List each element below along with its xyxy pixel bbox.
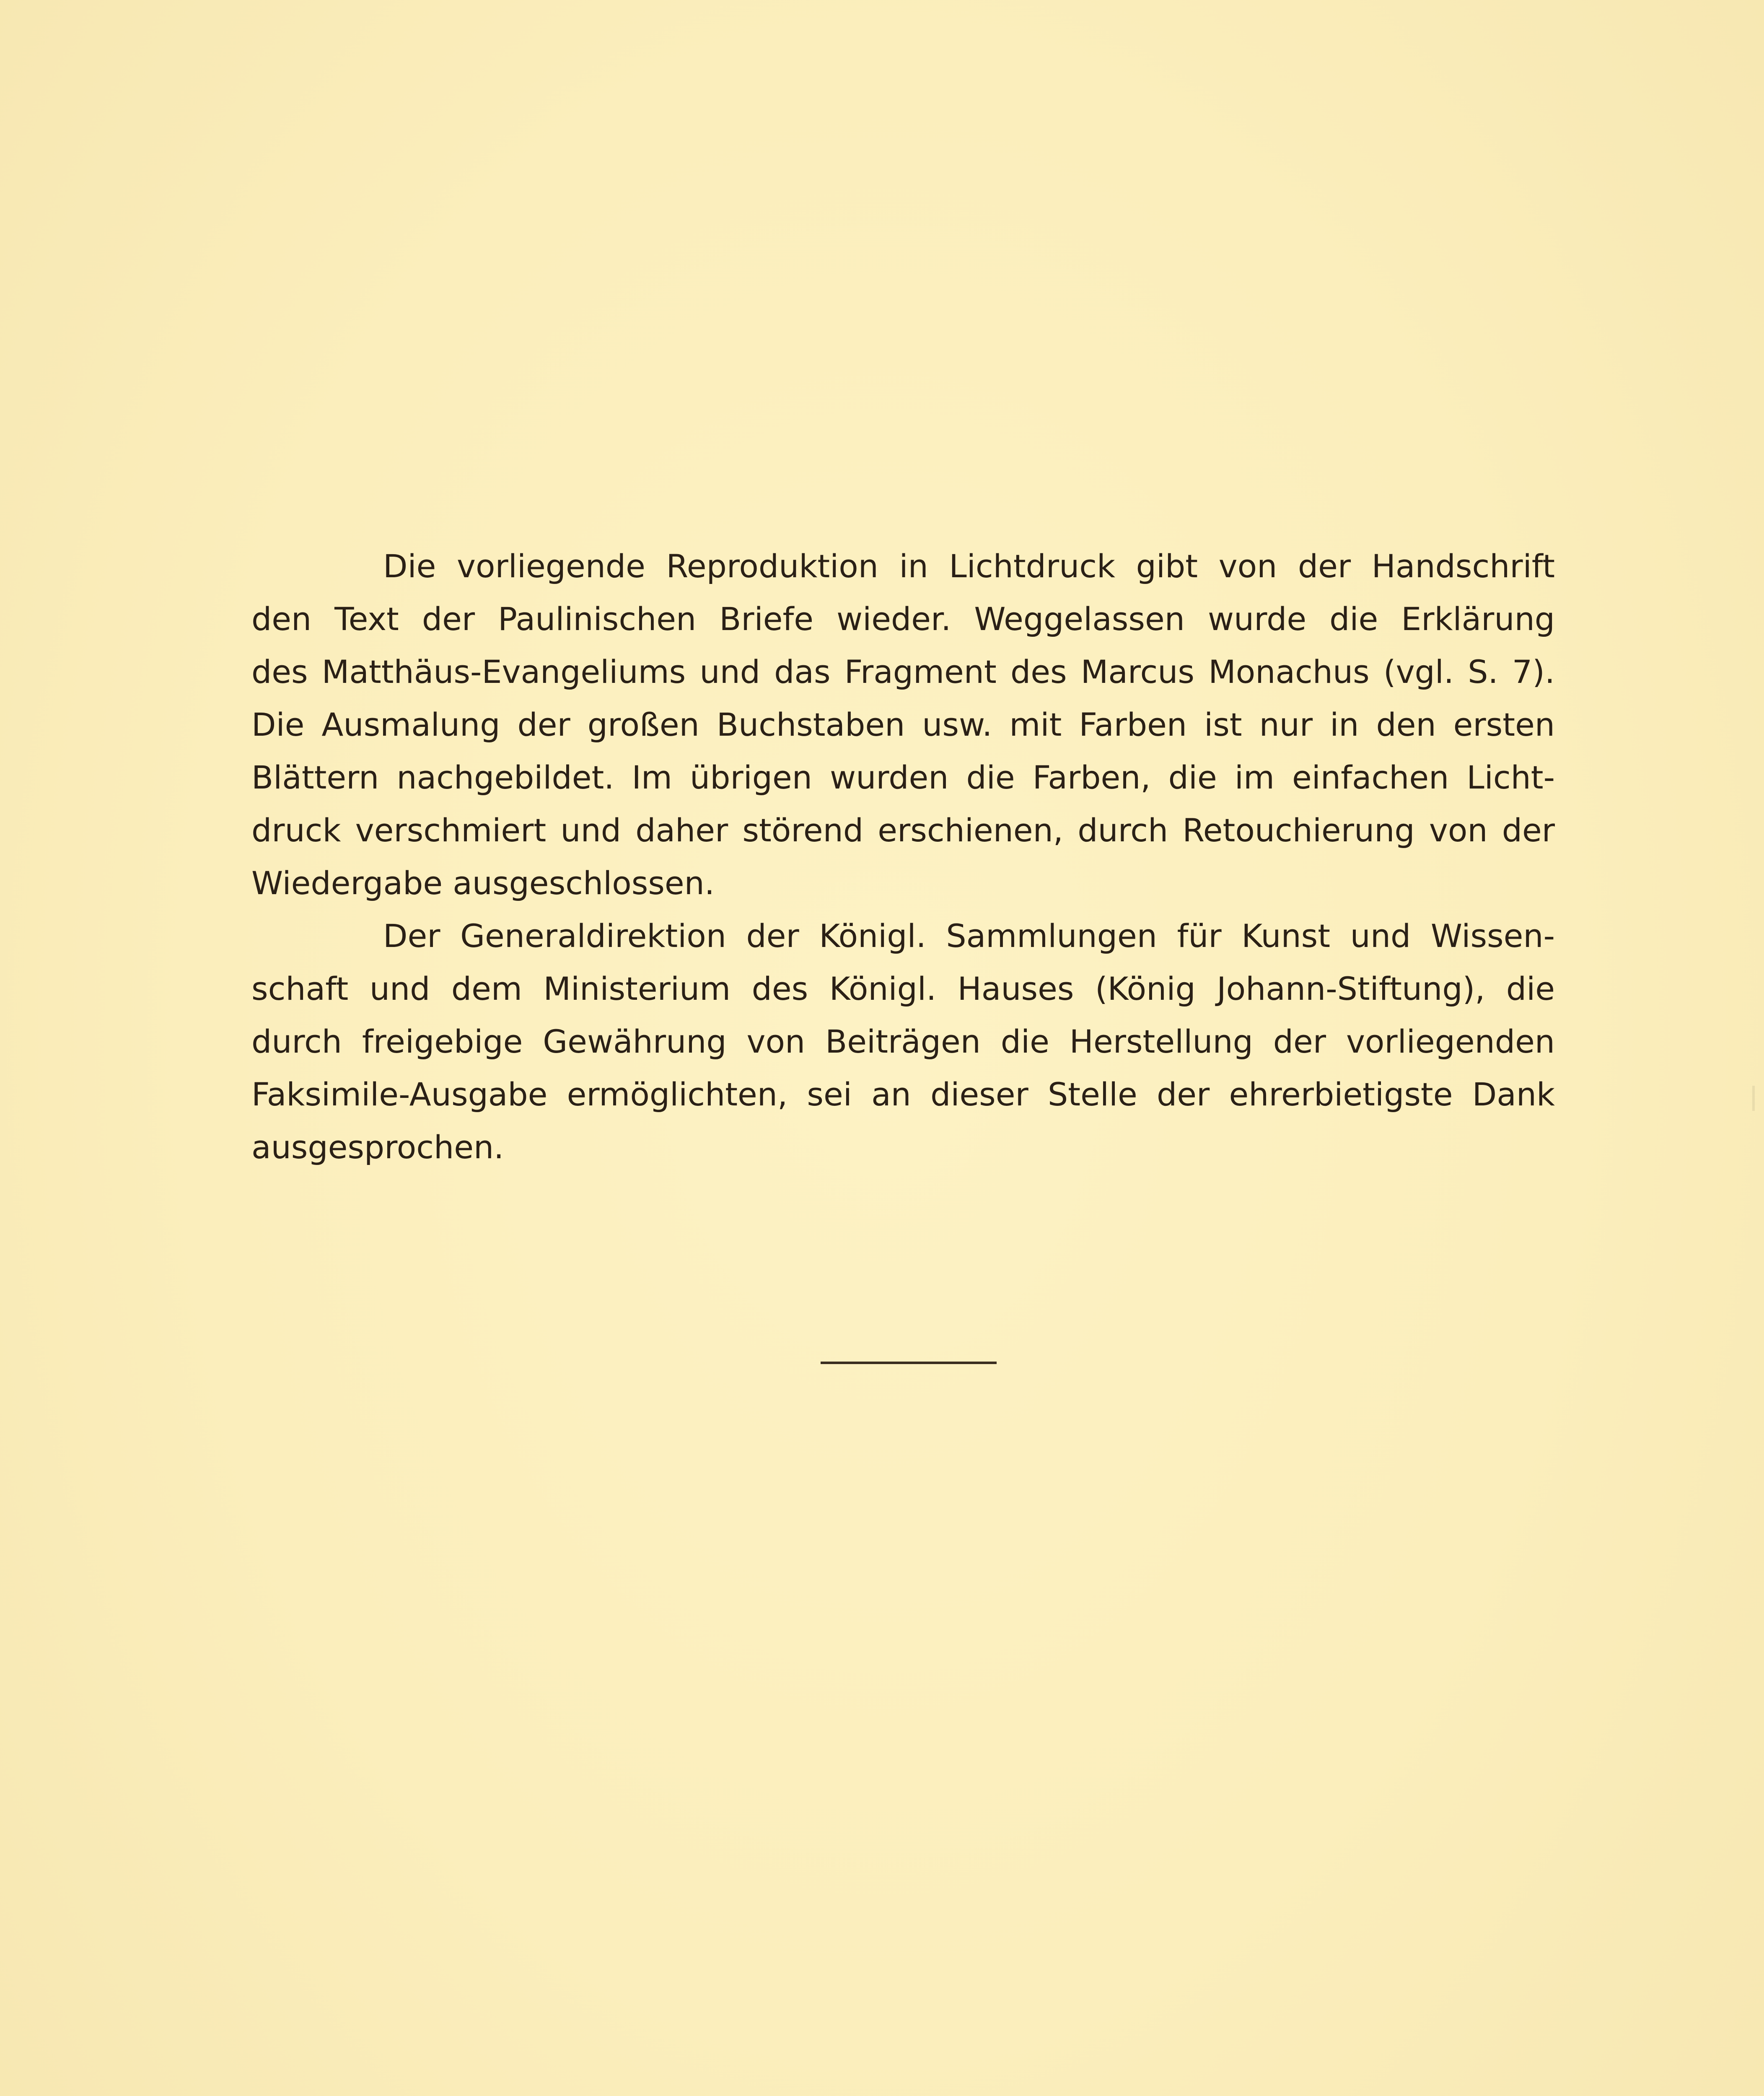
text-line: schaft und dem Ministerium des Königl. Hauses (König Johann-Stiftung), die [251, 970, 1555, 1007]
text-line: druck verschmiert und daher störend erschienen, durch Retouchierung von der [251, 812, 1555, 849]
text-line: Wiedergabe ausgeschlossen. [251, 864, 715, 902]
body-text [251, 540, 1555, 1174]
text-line: des Matthäus-Evangeliums und das Fragment des Marcus Monachus (vgl. S. 7). [251, 653, 1555, 690]
text-line: ausgesprochen. [251, 1128, 504, 1166]
text-line: Die vorliegende Reproduktion in Lichtdruck gibt von der Handschrift [383, 547, 1555, 585]
paper-edge-mark [1752, 1086, 1755, 1111]
text-line: Der Generaldirektion der Königl. Sammlungen für Kunst und Wissen- [383, 917, 1555, 955]
text-line: Blättern nachgebildet. Im übrigen wurden die Farben, die im einfachen Licht- [251, 759, 1555, 796]
text-line: durch freigebige Gewährung von Beiträgen die Herstellung der vorliegenden [251, 1023, 1555, 1060]
text-line: Die Ausmalung der großen Buchstaben usw. mit Farben ist nur in den ersten [251, 706, 1555, 743]
closing-rule [821, 1362, 997, 1364]
text-line: Faksimile-Ausgabe ermöglichten, sei an dieser Stelle der ehrerbietigste Dank [251, 1076, 1555, 1113]
paragraph-acknowledgement [251, 910, 1555, 1174]
text-line: den Text der Paulinischen Briefe wieder. Weggelassen wurde die Erklärung [251, 600, 1555, 638]
paragraph-reproduction-note [251, 540, 1555, 910]
